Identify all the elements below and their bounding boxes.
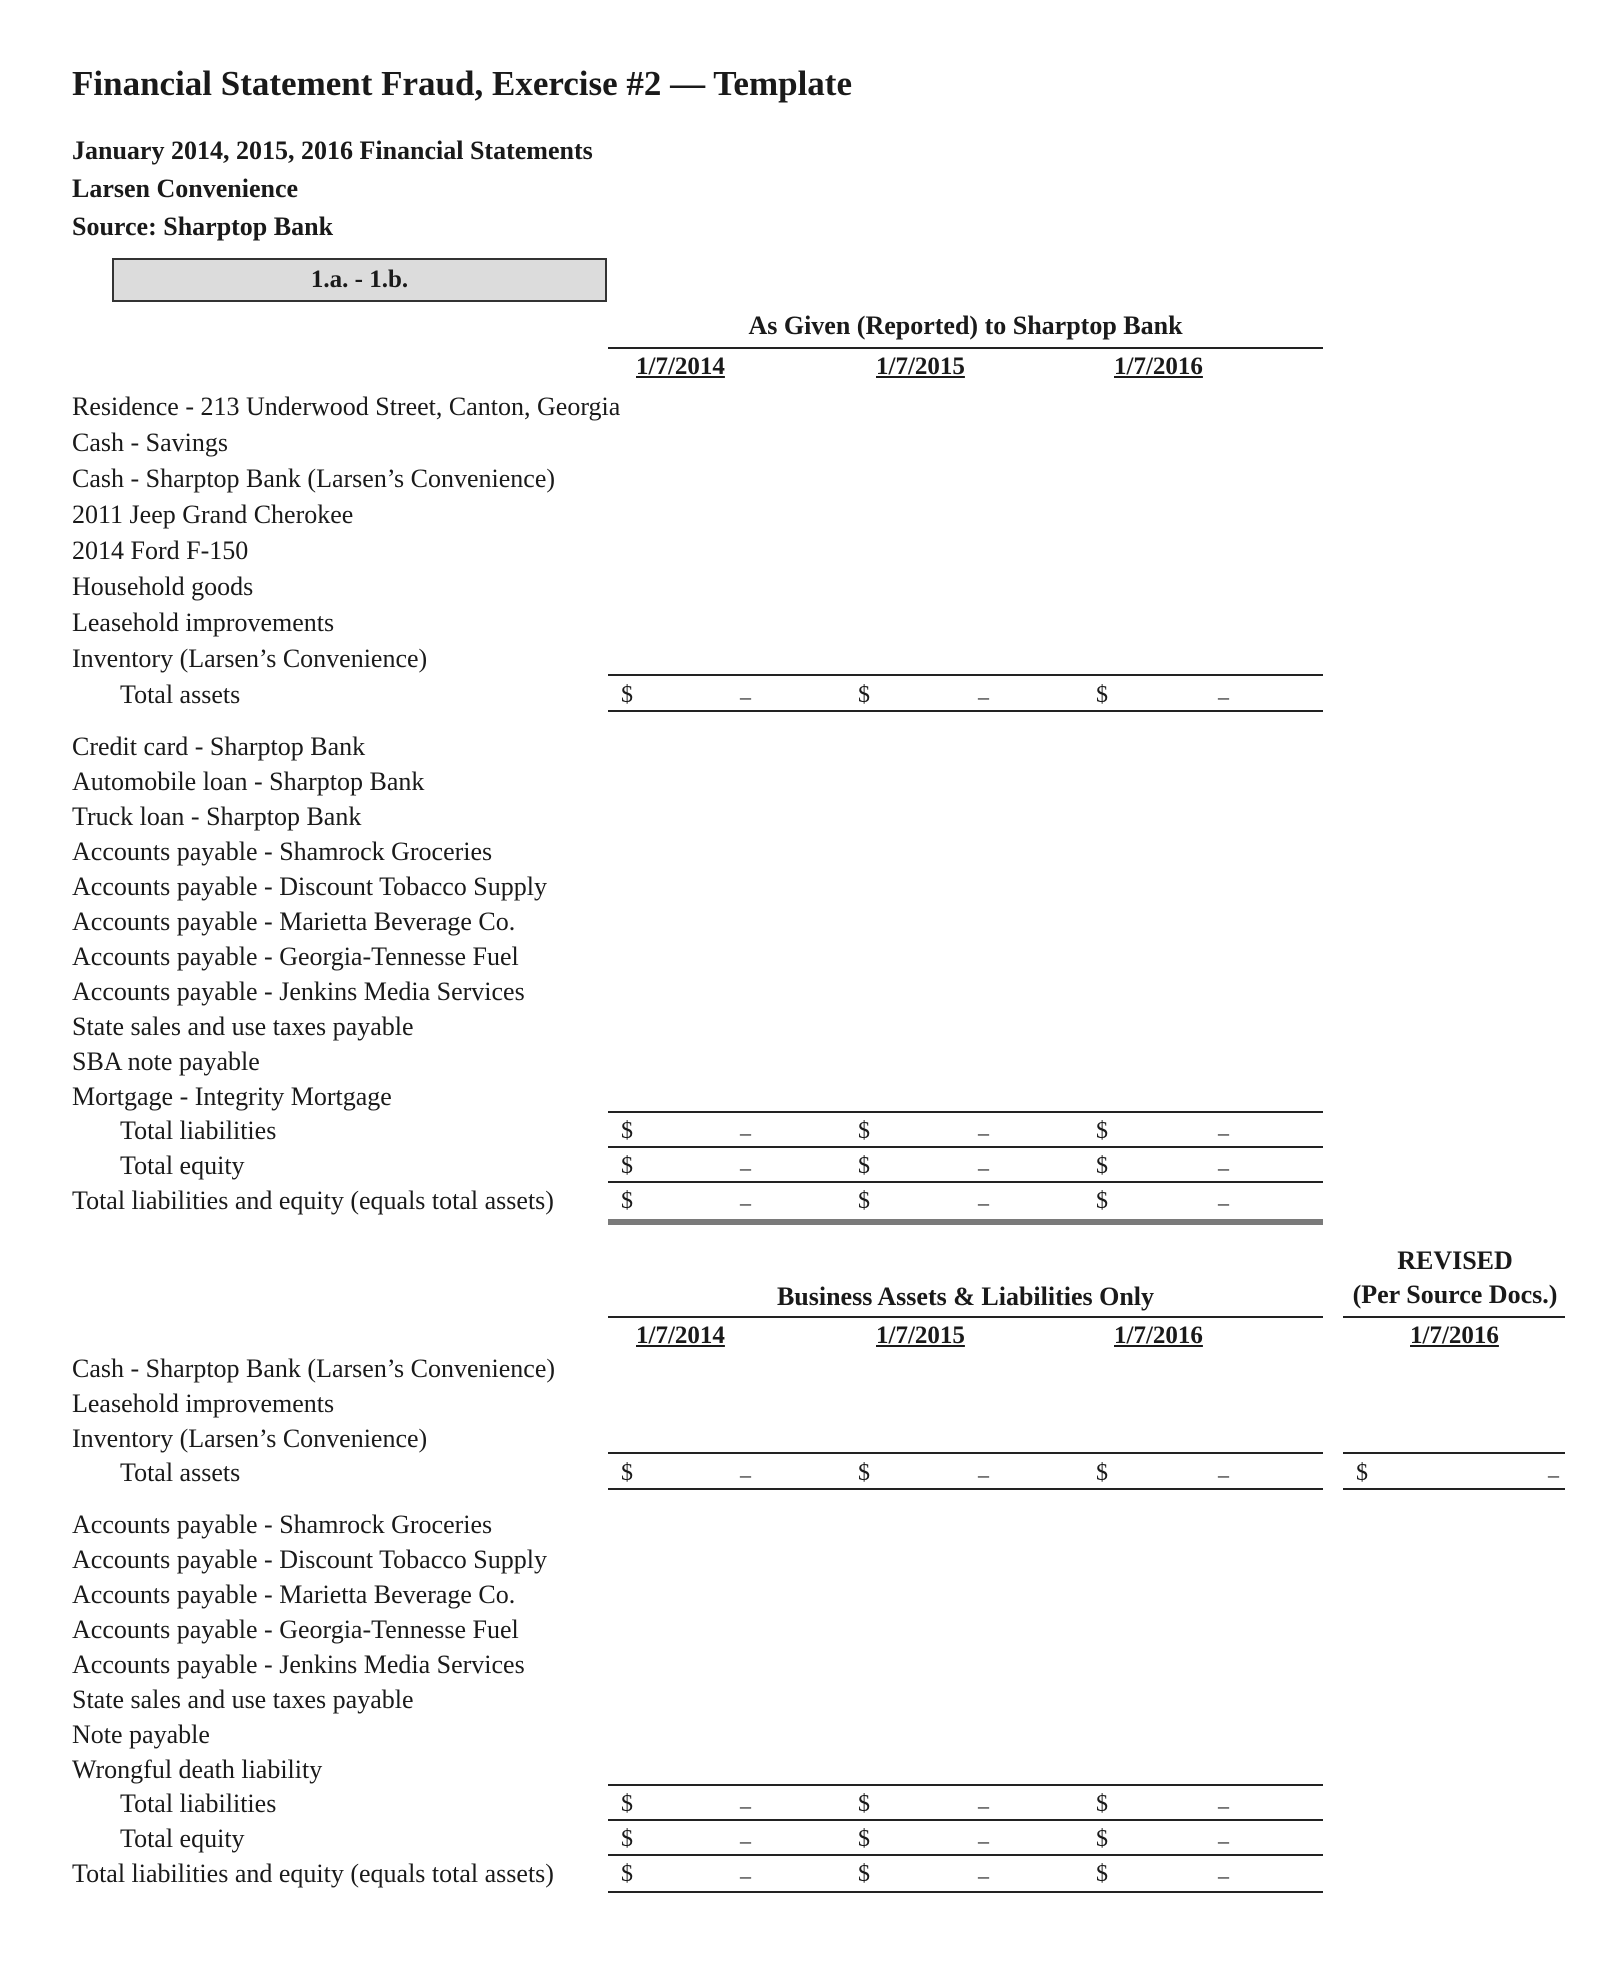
part1-liability-row: State sales and use taxes payable: [72, 1012, 414, 1041]
revised-header-line2: (Per Source Docs.): [1352, 1280, 1558, 1309]
part2-date-1: 1/7/2014: [636, 1322, 725, 1349]
empty-value: –: [1218, 1828, 1229, 1853]
part2-liability-row: Wrongful death liability: [72, 1755, 323, 1784]
part2-total-equity-label: Total equity: [120, 1824, 245, 1853]
currency-symbol: $: [1096, 1153, 1108, 1179]
currency-symbol: $: [858, 1460, 870, 1486]
revised-header-line1: REVISED: [1397, 1246, 1513, 1275]
currency-symbol: $: [858, 1188, 870, 1214]
empty-value: –: [978, 1828, 989, 1853]
part1-asset-row: Leasehold improvements: [72, 608, 335, 637]
currency-symbol: $: [858, 682, 870, 708]
empty-value: –: [740, 1190, 751, 1215]
part1-liability-row: Accounts payable - Discount Tobacco Supply: [72, 872, 547, 901]
empty-value: –: [1218, 1155, 1229, 1180]
part1-asset-row: 2011 Jeep Grand Cherokee: [72, 500, 354, 529]
part2-asset-row: Leasehold improvements: [72, 1389, 335, 1418]
part1-total-equity-label: Total equity: [120, 1151, 245, 1180]
empty-value: –: [978, 1120, 989, 1145]
part1-asset-row: Household goods: [72, 572, 254, 601]
empty-value: –: [978, 1863, 989, 1888]
currency-symbol: $: [621, 1188, 633, 1214]
empty-value: –: [1548, 1462, 1559, 1487]
currency-symbol: $: [1096, 1826, 1108, 1852]
part1-header: As Given (Reported) to Sharptop Bank: [748, 311, 1183, 340]
part1-total-liabilities-label: Total liabilities: [120, 1116, 277, 1145]
part2-liability-row: Accounts payable - Georgia-Tennesse Fuel: [72, 1615, 519, 1644]
part1-assets-rule-top: [608, 674, 1323, 676]
part1-liability-row: Accounts payable - Georgia-Tennesse Fuel: [72, 942, 519, 971]
part2-liability-row: Accounts payable - Marietta Beverage Co.: [72, 1580, 516, 1609]
part2-assets-rule-bottom: [608, 1488, 1323, 1490]
part2-date-2: 1/7/2015: [876, 1322, 965, 1349]
part2-total-le-label: Total liabilities and equity (equals total assets): [72, 1859, 554, 1888]
currency-symbol: $: [1096, 1460, 1108, 1486]
page-title: Financial Statement Fraud, Exercise #2 — Template: [72, 64, 852, 103]
part1-date-3: 1/7/2016: [1114, 353, 1203, 380]
part1-liability-row: Automobile loan - Sharptop Bank: [72, 767, 425, 796]
part2-header: Business Assets & Liabilities Only: [776, 1282, 1155, 1311]
empty-value: –: [1218, 684, 1229, 709]
part1-liability-row: Credit card - Sharptop Bank: [72, 732, 366, 761]
part1-liability-row: Accounts payable - Marietta Beverage Co.: [72, 907, 516, 936]
empty-value: –: [740, 1462, 751, 1487]
currency-symbol: $: [1096, 1791, 1108, 1817]
empty-value: –: [1218, 1863, 1229, 1888]
part1-asset-row: Residence - 213 Underwood Street, Canton, Georgia: [72, 392, 621, 421]
empty-value: –: [978, 1793, 989, 1818]
part1-asset-row: Cash - Savings: [72, 428, 228, 457]
empty-value: –: [740, 1828, 751, 1853]
part1-equity-rule: [608, 1146, 1323, 1148]
revised-header-rule: [1343, 1316, 1565, 1318]
currency-symbol: $: [1096, 1118, 1108, 1144]
part2-assets-rule-top: [608, 1452, 1323, 1454]
subtitle-line: Larsen Convenience: [72, 174, 299, 203]
empty-value: –: [740, 1120, 751, 1145]
currency-symbol: $: [621, 1153, 633, 1179]
part2-total-liabilities-label: Total liabilities: [120, 1789, 277, 1818]
part2-asset-row: Inventory (Larsen’s Convenience): [72, 1424, 428, 1453]
empty-value: –: [978, 1190, 989, 1215]
part1-liab-rule: [608, 1111, 1323, 1113]
part1-total-le-label: Total liabilities and equity (equals total assets): [72, 1186, 554, 1215]
part1-total-assets-label: Total assets: [120, 680, 241, 709]
currency-symbol: $: [858, 1118, 870, 1144]
part2-liability-row: Accounts payable - Shamrock Groceries: [72, 1510, 493, 1539]
part1-date-1: 1/7/2014: [636, 353, 725, 380]
currency-symbol: $: [1096, 1861, 1108, 1887]
empty-value: –: [1218, 1190, 1229, 1215]
currency-symbol: $: [858, 1153, 870, 1179]
part1-le-rule: [608, 1181, 1323, 1183]
currency-symbol: $: [621, 1826, 633, 1852]
part2-le-rule: [608, 1854, 1323, 1856]
currency-symbol: $: [1096, 682, 1108, 708]
part1-liability-row: Mortgage - Integrity Mortgage: [72, 1082, 392, 1111]
part2-liability-row: Accounts payable - Jenkins Media Services: [72, 1650, 525, 1679]
part2-liability-row: Note payable: [72, 1720, 210, 1749]
part2-liability-row: Accounts payable - Discount Tobacco Supply: [72, 1545, 547, 1574]
currency-symbol: $: [621, 1861, 633, 1887]
part1-liability-row: Accounts payable - Shamrock Groceries: [72, 837, 493, 866]
empty-value: –: [740, 1155, 751, 1180]
empty-value: –: [1218, 1462, 1229, 1487]
part1-assets-rule-bottom: [608, 710, 1323, 712]
empty-value: –: [978, 1155, 989, 1180]
revised-assets-rule-bottom: [1343, 1488, 1565, 1490]
revised-assets-rule-top: [1343, 1452, 1565, 1454]
part1-asset-row: 2014 Ford F-150: [72, 536, 249, 565]
currency-symbol: $: [621, 1118, 633, 1144]
currency-symbol: $: [858, 1791, 870, 1817]
part1-liability-row: SBA note payable: [72, 1047, 260, 1076]
currency-symbol: $: [858, 1861, 870, 1887]
part1-liability-row: Accounts payable - Jenkins Media Services: [72, 977, 525, 1006]
empty-value: –: [740, 1863, 751, 1888]
part1-asset-row: Inventory (Larsen’s Convenience): [72, 644, 428, 673]
subtitle-line: Source: Sharptop Bank: [72, 212, 334, 241]
currency-symbol: $: [858, 1826, 870, 1852]
part2-bottom-rule: [608, 1891, 1323, 1893]
currency-symbol: $: [1096, 1188, 1108, 1214]
revised-date: 1/7/2016: [1410, 1322, 1499, 1349]
section-tab: 1.a. - 1.b.: [112, 258, 607, 302]
part1-double-rule: [608, 1219, 1323, 1225]
part2-header-rule: [608, 1316, 1323, 1318]
part2-asset-row: Cash - Sharptop Bank (Larsen’s Convenience): [72, 1354, 556, 1383]
part2-liability-row: State sales and use taxes payable: [72, 1685, 414, 1714]
currency-symbol: $: [621, 1791, 633, 1817]
currency-symbol: $: [621, 682, 633, 708]
empty-value: –: [1218, 1120, 1229, 1145]
part2-total-assets-label: Total assets: [120, 1458, 241, 1487]
empty-value: –: [978, 1462, 989, 1487]
empty-value: –: [978, 684, 989, 709]
empty-value: –: [740, 684, 751, 709]
part1-asset-row: Cash - Sharptop Bank (Larsen’s Convenience): [72, 464, 556, 493]
part1-date-2: 1/7/2015: [876, 353, 965, 380]
part2-equity-rule: [608, 1819, 1323, 1821]
part2-date-3: 1/7/2016: [1114, 1322, 1203, 1349]
part2-liab-rule: [608, 1784, 1323, 1786]
empty-value: –: [1218, 1793, 1229, 1818]
part1-header-rule: [608, 347, 1323, 349]
part1-liability-row: Truck loan - Sharptop Bank: [72, 802, 362, 831]
empty-value: –: [740, 1793, 751, 1818]
subtitle-line: January 2014, 2015, 2016 Financial Statements: [72, 136, 593, 165]
currency-symbol: $: [621, 1460, 633, 1486]
currency-symbol: $: [1356, 1460, 1368, 1486]
